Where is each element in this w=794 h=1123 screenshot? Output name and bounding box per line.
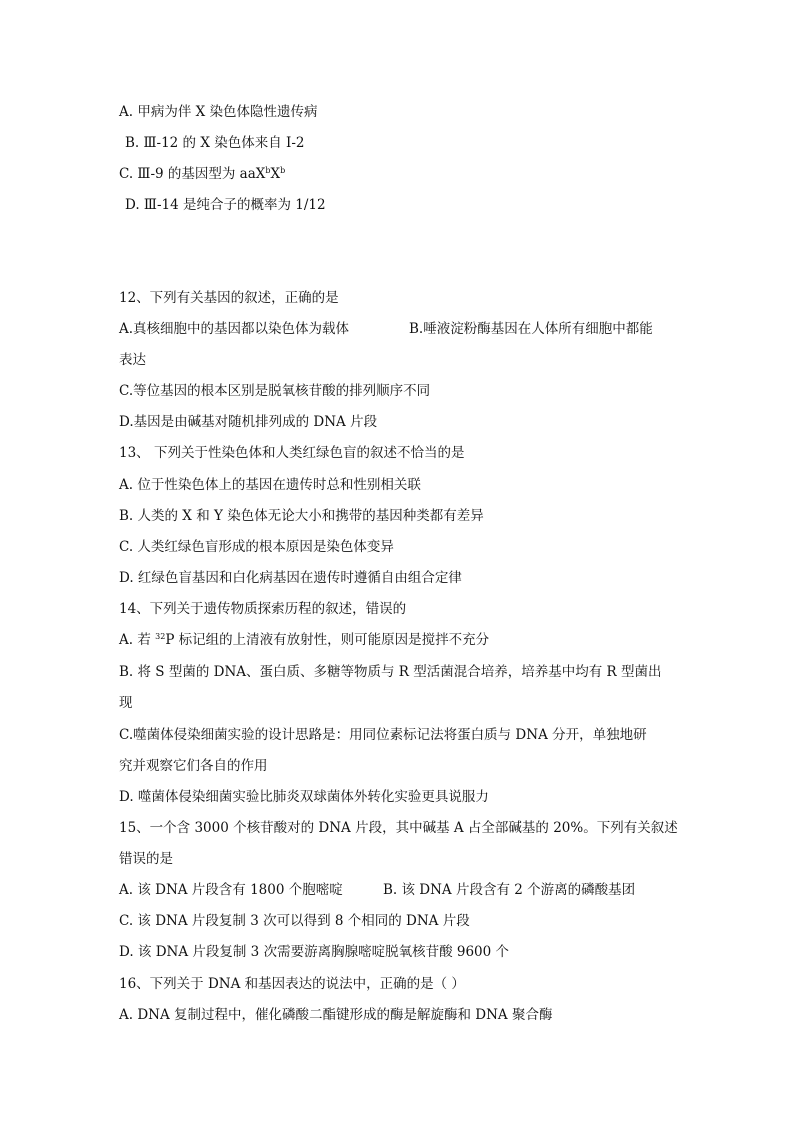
q14-option-a-text-rest: P 标记组的上清液有放射性，则可能原因是搅拌不充分: [165, 632, 490, 648]
q14-option-a-text: A. 若: [119, 632, 156, 648]
q11-option-c-text: C. Ⅲ-9 的基因型为 aaX: [119, 166, 266, 182]
q12-option-a: A.真核细胞中的基因都以染色体为载体: [119, 321, 350, 337]
q15-option-d: D. 该 DNA 片段复制 3 次需要游离胸腺嘧啶脱氧核苷酸 9600 个: [119, 944, 510, 960]
q15-stem: 15、一个含 3000 个核苷酸对的 DNA 片段，其中碱基 A 占全部碱基的 20%。下列有关叙述: [119, 820, 678, 836]
q14-option-c: C.噬菌体侵染细菌实验的设计思路是：用同位素标记法将蛋白质与 DNA 分开，单独地研: [119, 727, 647, 743]
q12-stem: 12、下列有关基因的叙述，正确的是: [119, 290, 339, 306]
q14-option-a-isotope: 32: [155, 632, 166, 641]
q13-option-d: D. 红绿色盲基因和白化病基因在遗传时遵循自由组合定律: [119, 570, 462, 586]
q11-option-c: [119, 165, 285, 183]
q15-option-a: A. 该 DNA 片段含有 1800 个胞嘧啶: [119, 882, 343, 898]
q12-option-c: C.等位基因的根本区别是脱氧核苷酸的排列顺序不同: [119, 383, 431, 399]
q16-stem: 16、下列关于 DNA 和基因表达的说法中，正确的是（ ）: [119, 976, 465, 992]
q15-option-b: B. 该 DNA 片段含有 2 个游离的磷酸基团: [383, 882, 636, 898]
q14-stem: 14、下列关于遗传物质探索历程的叙述，错误的: [119, 601, 407, 617]
q14-option-b: B. 将 S 型菌的 DNA、蛋白质、多糖等物质与 R 型活菌混合培养，培养基中均有 R 型菌出: [119, 664, 662, 680]
q16-option-a: A. DNA 复制过程中，催化磷酸二酯键形成的酶是解旋酶和 DNA 聚合酶: [119, 1007, 553, 1023]
q12-option-d: D.基因是由碱基对随机排列成的 DNA 片段: [119, 414, 378, 430]
q11-option-a: A. 甲病为伴 X 染色体隐性遗传病: [119, 104, 318, 120]
q14-option-b-continued: 现: [119, 695, 133, 711]
q14-option-a: [119, 631, 489, 649]
q14-option-d: D. 噬菌体侵染细菌实验比肺炎双球菌体外转化实验更具说服力: [119, 789, 489, 805]
q14-option-c-continued: 究并观察它们各自的作用: [119, 758, 268, 774]
q13-option-b: B. 人类的 X 和 Y 染色体无论大小和携带的基因种类都有差异: [119, 508, 484, 524]
q15-stem-continued: 错误的是: [119, 851, 173, 867]
q13-option-c: C. 人类红绿色盲形成的根本原因是染色体变异: [119, 539, 394, 555]
q13-stem: 13、 下列关于性染色体和人类红绿色盲的叙述不恰当的是: [119, 445, 465, 461]
q11-option-b: B. Ⅲ-12 的 X 染色体来自 I-2: [125, 135, 305, 151]
q11-option-c-sup1: b: [265, 166, 271, 175]
q15-option-c: C. 该 DNA 片段复制 3 次可以得到 8 个相同的 DNA 片段: [119, 913, 470, 929]
q11-option-c-sup2: b: [280, 166, 286, 175]
q12-option-b-continued: 表达: [119, 352, 146, 368]
q11-option-d: D. Ⅲ-14 是纯合子的概率为 1/12: [125, 197, 326, 213]
q11-option-c-mid: X: [270, 166, 281, 182]
q12-option-b: B.唾液淀粉酶基因在人体所有细胞中都能: [409, 321, 653, 337]
q13-option-a: A. 位于性染色体上的基因在遗传时总和性别相关联: [119, 477, 421, 493]
